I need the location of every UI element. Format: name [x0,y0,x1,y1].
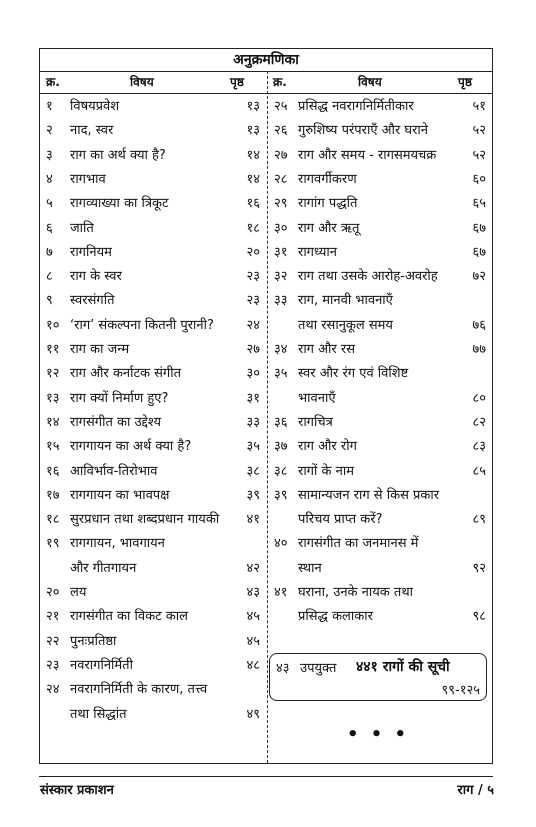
entry-title: घराना, उनके नायक तथा [298,585,413,600]
entry-number: ४० [274,536,288,552]
entry-title: रागसंगीत का जनमानस में [298,536,419,552]
entry-number: ६ [46,220,53,236]
header-kr-left: क्र. [46,75,60,89]
entry-number: १५ [46,439,60,455]
entry-page: ८० [472,390,486,406]
entry-number: ३३ [274,293,288,309]
entry-title: नाद, स्वर [70,123,114,139]
entry-page: ४२ [246,560,260,576]
entry-title: स्वर और रंग एवं विशिष्ट [298,366,409,382]
index-row [268,460,492,484]
index-row [40,605,266,629]
entry-title: रागव्याख्या का त्रिकूट [70,196,169,212]
entry-title: रागभाव [70,171,106,187]
entry-title: स्वरसंगति [70,293,115,309]
entry-title: सुरप्रधान तथा शब्दप्रधान गायकी [70,512,220,528]
entry-number: ३६ [274,414,288,430]
entry-title: राग और कर्नाटक संगीत [70,366,182,382]
index-row [40,217,266,241]
entry-title: रागगायन, भावगायन [70,536,165,552]
index-row [268,532,492,556]
index-row [40,168,266,192]
entry-title: भावनाएँ [298,390,336,406]
index-row [40,144,266,168]
entry-title: परिचय प्राप्त करें? [298,512,383,528]
entry-page: ७६ [472,317,486,333]
index-row [268,338,492,362]
index-row [40,532,266,556]
index-row [40,411,266,435]
index-row [268,241,492,265]
publisher-name: संस्कार प्रकाशन [40,783,114,798]
index-row [268,605,492,629]
entry-title: विषयप्रवेश [70,99,120,114]
entry-title: राग और रोग [298,439,357,455]
entry-page: २० [246,244,260,260]
entry-page: ४३ [246,585,260,600]
index-row [40,387,266,411]
entry-page: ४५ [246,633,260,649]
entry-title: सामान्यजन राग से किस प्रकार [298,487,440,503]
footer-rule [39,776,493,777]
entry-title: राग के स्वर [70,269,122,285]
index-row [40,508,266,532]
entry-number: २ [46,123,53,139]
entry-page: १३ [246,123,260,139]
entry-page: २७ [246,342,260,357]
index-row [268,435,492,459]
entry-number: १८ [46,512,60,528]
entry-title: आविर्भाव-तिरोभाव [70,463,158,479]
entry-title: रागध्यान [298,244,338,260]
entry-number: १६ [46,463,60,479]
entry-number: २२ [46,633,60,649]
entry-page: २३ [246,293,260,309]
entry-title: राग और रस [298,342,355,357]
entry-title: गुरुशिष्य परंपराएँ और घराने [298,123,429,139]
entry-title: स्थान [298,560,322,576]
entry-page: ९८ [472,609,486,625]
index-table [39,48,493,764]
entry-number: २६ [274,123,288,139]
entry-number: ३५ [274,366,288,382]
entry-title: राग का जन्म [70,342,130,357]
entry-number: १३ [46,390,60,406]
header-vishay-left: विषय [130,75,154,89]
entry-page: ३९ [246,487,260,503]
entry-page: ८९ [472,512,486,528]
entry-page: ४९ [246,706,260,722]
index-row [268,411,492,435]
index-row [40,95,266,119]
entry-number: १९ [46,536,60,552]
entry-title: ‘राग’ संकल्पना कितनी पुरानी? [70,317,214,333]
entry-title: रागगायन का भावपक्ष [70,487,170,503]
boxed-entry [269,653,487,701]
boxed-entry-prefix: उपयुक्त [300,661,337,676]
entry-title: रागांग पद्धति [298,196,358,212]
index-row [268,387,492,411]
entry-number: ५ [46,196,53,212]
entry-page: ९२ [472,560,486,576]
header-kr-right: क्र. [273,75,287,89]
index-row [40,460,266,484]
index-row [40,314,266,338]
entry-page: ३१ [246,390,260,406]
entry-page: १८ [246,220,260,236]
entry-title: राग क्यों निर्माण हुए? [70,390,169,406]
index-row [268,265,492,289]
entry-number: २५ [274,99,288,114]
entry-page: ७२ [472,269,486,285]
table-header [40,71,492,94]
entry-number: २४ [46,682,60,698]
index-row [40,119,266,143]
index-row [40,338,266,362]
boxed-entry-title: ४४१ रागों की सूची [356,659,450,675]
entry-number: ३७ [274,439,288,455]
entry-page: १६ [246,196,260,212]
entry-number: ११ [46,342,60,357]
entry-page: १४ [246,171,260,187]
entry-title: लय [70,585,87,600]
entry-title: रागसंगीत का विकट काल [70,609,188,625]
index-row [268,508,492,532]
entry-number: २० [46,585,60,600]
index-row [40,192,266,216]
entry-title: राग, मानवी भावनाएँ [298,293,393,309]
index-row [40,557,266,581]
entry-page: २३ [246,269,260,285]
index-row [268,581,492,605]
index-row [40,265,266,289]
entry-page: ८५ [472,463,486,479]
entry-number: ७ [46,244,53,260]
entry-number: २८ [274,171,288,187]
entry-number: २१ [46,609,60,625]
index-row [268,362,492,386]
entry-page: १३ [246,99,260,114]
index-row [40,435,266,459]
entry-page: ५१ [472,99,486,114]
index-row [268,557,492,581]
entry-title: रागसंगीत का उद्देश्य [70,414,161,430]
entry-number: ३० [274,220,288,236]
entry-page: ४५ [246,609,260,625]
entry-page: ४८ [246,657,260,673]
page-number: राग / ५ [457,783,494,798]
index-row [268,168,492,192]
entry-page: ६७ [472,220,486,236]
index-row [40,678,266,702]
entry-title: पुनःप्रतिष्ठा [70,633,117,649]
entry-page: ८२ [472,414,486,430]
entry-page: ३५ [246,439,260,455]
header-vishay-right: विषय [358,75,382,89]
entry-page: ५२ [472,147,486,163]
entry-title: रागवर्गीकरण [298,171,357,187]
index-row [268,217,492,241]
header-prishth-left: पृष्ठ [230,75,244,89]
entry-title: प्रसिद्ध कलाकार [298,609,373,625]
entry-number: १२ [46,366,60,382]
entry-title: रागनियम [70,244,112,260]
index-row [268,314,492,338]
entry-number: २९ [274,196,288,212]
index-row [40,484,266,508]
entry-title: जाति [70,220,94,236]
index-row [268,484,492,508]
index-row [268,95,492,119]
entry-title: नवरागनिर्मिती के कारण, तत्त्व [70,682,208,698]
index-row [40,703,266,727]
index-row [40,581,266,605]
entry-number: ९ [46,293,53,309]
boxed-entry-number: ४३ [276,661,290,676]
entry-number: १४ [46,414,60,430]
entry-page: १४ [246,147,260,163]
entry-title: और गीतगायन [70,560,137,576]
entry-number: १ [46,99,53,114]
entry-title: राग और ऋतू [298,220,360,236]
index-row [40,289,266,313]
index-row [40,630,266,654]
entry-title: प्रसिद्ध नवरागनिर्मितीकार [298,99,414,114]
index-row [40,241,266,265]
entry-number: २७ [274,147,288,163]
entry-title: तथा रसानुकूल समय [298,317,393,333]
entry-page: ३० [246,366,260,382]
entry-number: ३ [46,147,53,163]
header-prishth-right: पृष्ठ [458,75,472,89]
entry-title: राग और समय - रागसमयचक्र [298,147,437,163]
entry-page: ५२ [472,123,486,139]
index-row [268,289,492,313]
index-row [40,362,266,386]
page-title: अनुक्रमणिका [40,49,492,72]
entry-number: ३२ [274,269,288,285]
index-row [268,144,492,168]
entry-page: ४१ [246,512,260,528]
entry-number: ४१ [274,585,288,600]
entry-number: २३ [46,657,60,673]
entry-number: ३१ [274,244,288,260]
entry-title: रागचित्र [298,414,333,430]
entry-title: रागगायन का अर्थ क्या है? [70,439,192,455]
entry-page: २४ [246,317,260,333]
entry-page: ८३ [472,439,486,455]
entry-page: ६५ [472,196,486,212]
index-row [268,119,492,143]
entry-page: ६७ [472,244,486,260]
entry-title: राग का अर्थ क्या है? [70,147,166,163]
ellipsis-dots: • • • [346,724,410,745]
entry-page: ३८ [246,463,260,479]
entry-title: तथा सिद्धांत [70,706,127,722]
entry-page: ७७ [472,342,486,357]
entry-title: नवरागनिर्मिती [70,657,133,673]
index-row [40,654,266,678]
entry-number: ३८ [274,463,288,479]
entry-number: १७ [46,487,60,503]
entry-number: ३९ [274,487,288,503]
index-row [268,192,492,216]
entry-title: रागों के नाम [298,463,354,479]
entry-page: ६० [472,171,486,187]
entry-page: ३३ [246,414,260,430]
boxed-entry-page: ९९-१२५ [441,683,480,698]
entry-number: ८ [46,269,53,285]
entry-number: १० [46,317,60,333]
entry-number: ३४ [274,342,288,357]
entry-number: ४ [46,171,53,187]
entry-title: राग तथा उसके आरोह-अवरोह [298,269,438,285]
